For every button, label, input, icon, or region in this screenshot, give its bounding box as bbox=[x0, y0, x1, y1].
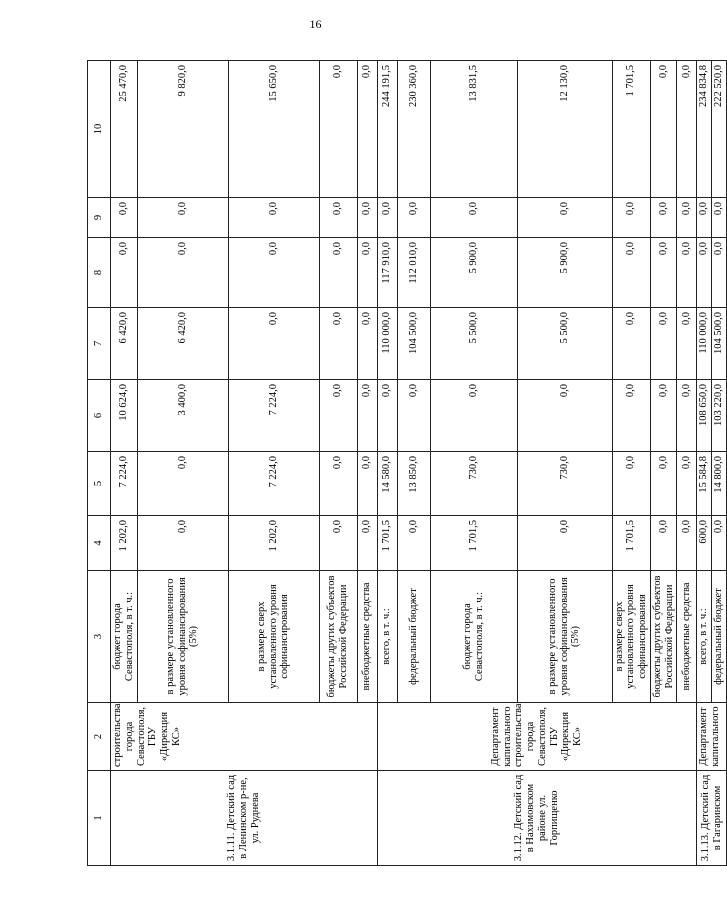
value-cell: 0,0 bbox=[612, 198, 650, 238]
value-cell: 7 224,0 bbox=[228, 452, 319, 516]
value-cell: 15 584,8 bbox=[697, 452, 712, 516]
value-cell: 14 800,0 bbox=[712, 452, 727, 516]
value-cell: 1 701,5 bbox=[377, 516, 397, 571]
value-cell: 0,0 bbox=[137, 452, 228, 516]
header-cell: 4 bbox=[88, 516, 111, 571]
table-row bbox=[697, 61, 712, 866]
value-cell: 3 400,0 bbox=[137, 380, 228, 452]
header-cell: 8 bbox=[88, 238, 111, 308]
header-cell: 5 bbox=[88, 452, 111, 516]
value-cell: 0,0 bbox=[677, 61, 697, 198]
value-cell: 0,0 bbox=[319, 452, 357, 516]
header-row bbox=[88, 61, 111, 866]
value-cell: 0,0 bbox=[612, 308, 650, 380]
value-cell: 104 500,0 bbox=[397, 308, 430, 380]
funding-source-cell: в размере установленного уровня софинансирования (5%) bbox=[137, 571, 228, 703]
page-number: 16 bbox=[309, 17, 322, 31]
executor-cell: Департамент капитального bbox=[697, 703, 727, 771]
funding-source-cell: в размере установленного уровня софинансирования (5%) bbox=[517, 571, 612, 703]
value-cell: 0,0 bbox=[357, 238, 377, 308]
funding-source-cell: в размере сверх установленного уровня софинансирования bbox=[612, 571, 650, 703]
value-cell: 0,0 bbox=[397, 516, 430, 571]
value-cell: 0,0 bbox=[517, 198, 612, 238]
value-cell: 0,0 bbox=[712, 198, 727, 238]
value-cell: 0,0 bbox=[612, 380, 650, 452]
value-cell: 0,0 bbox=[111, 238, 138, 308]
value-cell: 5 500,0 bbox=[517, 308, 612, 380]
value-cell: 7 224,0 bbox=[111, 452, 138, 516]
value-cell: 110 000,0 bbox=[377, 308, 397, 380]
value-cell: 13 831,5 bbox=[430, 61, 517, 198]
header-cell: 1 bbox=[88, 771, 111, 866]
executor-cell: Департамент капитального строительства города Севастополя, ГБУ «Дирекция КС» bbox=[377, 703, 697, 771]
value-cell: 6 420,0 bbox=[137, 308, 228, 380]
value-cell: 0,0 bbox=[319, 516, 357, 571]
value-cell: 12 130,0 bbox=[517, 61, 612, 198]
value-cell: 7 224,0 bbox=[228, 380, 319, 452]
value-cell: 0,0 bbox=[397, 198, 430, 238]
value-cell: 110 000,0 bbox=[697, 308, 712, 380]
value-cell: 0,0 bbox=[430, 198, 517, 238]
value-cell: 0,0 bbox=[137, 516, 228, 571]
value-cell: 0,0 bbox=[357, 61, 377, 198]
value-cell: 0,0 bbox=[357, 380, 377, 452]
value-cell: 9 820,0 bbox=[137, 61, 228, 198]
value-cell: 0,0 bbox=[357, 516, 377, 571]
value-cell: 0,0 bbox=[677, 380, 697, 452]
value-cell: 5 500,0 bbox=[430, 308, 517, 380]
header-cell: 7 bbox=[88, 308, 111, 380]
activity-name-cell: 3.1.11. Детский сад в Ленинском р-не, ул. Руднева bbox=[111, 771, 378, 866]
value-cell: 0,0 bbox=[517, 516, 612, 571]
header-cell: 2 bbox=[88, 703, 111, 771]
value-cell: 0,0 bbox=[650, 308, 677, 380]
value-cell: 103 220,0 bbox=[712, 380, 727, 452]
value-cell: 0,0 bbox=[137, 198, 228, 238]
value-cell: 0,0 bbox=[228, 308, 319, 380]
value-cell: 1 701,5 bbox=[612, 516, 650, 571]
value-cell: 117 910,0 bbox=[377, 238, 397, 308]
header-cell: 9 bbox=[88, 198, 111, 238]
table-row bbox=[377, 61, 397, 866]
value-cell: 1 701,5 bbox=[612, 61, 650, 198]
value-cell: 0,0 bbox=[612, 452, 650, 516]
value-cell: 0,0 bbox=[650, 452, 677, 516]
value-cell: 600,0 bbox=[697, 516, 712, 571]
value-cell: 730,0 bbox=[517, 452, 612, 516]
value-cell: 104 500,0 bbox=[712, 308, 727, 380]
value-cell: 25 470,0 bbox=[111, 61, 138, 198]
value-cell: 0,0 bbox=[697, 198, 712, 238]
funding-source-cell: в размере сверх установленного уровня софинансирования bbox=[228, 571, 319, 703]
value-cell: 112 010,0 bbox=[397, 238, 430, 308]
value-cell: 10 624,0 bbox=[111, 380, 138, 452]
value-cell: 0,0 bbox=[650, 61, 677, 198]
funding-source-cell: всего, в т. ч.: bbox=[377, 571, 397, 703]
rotated-table-container bbox=[87, 61, 724, 866]
header-cell: 10 bbox=[88, 61, 111, 198]
funding-source-cell: внебюджетные средства bbox=[357, 571, 377, 703]
value-cell: 0,0 bbox=[357, 198, 377, 238]
financing-table bbox=[87, 60, 727, 866]
value-cell: 0,0 bbox=[319, 308, 357, 380]
funding-source-cell: бюджет города Севастополя, в т. ч.: bbox=[111, 571, 138, 703]
value-cell: 0,0 bbox=[228, 238, 319, 308]
table-row bbox=[111, 61, 138, 866]
executor-cell: строительства города Севастополя, ГБУ «Дирекция КС» bbox=[111, 703, 378, 771]
value-cell: 0,0 bbox=[517, 380, 612, 452]
funding-source-cell: бюджеты других субъектов Российской Федерации bbox=[319, 571, 357, 703]
value-cell: 0,0 bbox=[650, 516, 677, 571]
value-cell: 1 202,0 bbox=[228, 516, 319, 571]
value-cell: 13 850,0 bbox=[397, 452, 430, 516]
value-cell: 0,0 bbox=[677, 308, 697, 380]
value-cell: 6 420,0 bbox=[111, 308, 138, 380]
value-cell: 0,0 bbox=[111, 198, 138, 238]
funding-source-cell: бюджет города Севастополя, в т. ч.: bbox=[430, 571, 517, 703]
value-cell: 0,0 bbox=[650, 198, 677, 238]
value-cell: 0,0 bbox=[319, 198, 357, 238]
value-cell: 0,0 bbox=[319, 380, 357, 452]
value-cell: 0,0 bbox=[430, 380, 517, 452]
value-cell: 0,0 bbox=[319, 238, 357, 308]
funding-source-cell: федеральный бюджет bbox=[397, 571, 430, 703]
funding-source-cell: бюджеты других субъектов Российской Федерации bbox=[650, 571, 677, 703]
value-cell: 0,0 bbox=[697, 238, 712, 308]
value-cell: 108 650,0 bbox=[697, 380, 712, 452]
value-cell: 0,0 bbox=[677, 452, 697, 516]
value-cell: 0,0 bbox=[137, 238, 228, 308]
funding-source-cell: внебюджетные средства bbox=[677, 571, 697, 703]
value-cell: 0,0 bbox=[377, 198, 397, 238]
value-cell: 0,0 bbox=[650, 380, 677, 452]
value-cell: 0,0 bbox=[612, 238, 650, 308]
value-cell: 5 900,0 bbox=[430, 238, 517, 308]
header-cell: 3 bbox=[88, 571, 111, 703]
value-cell: 230 360,0 bbox=[397, 61, 430, 198]
value-cell: 244 191,5 bbox=[377, 61, 397, 198]
activity-name-cell: 3.1.12. Детский сад в Нахимовском районе ул. Горпищенко bbox=[377, 771, 697, 866]
rotated-table-frame bbox=[87, 61, 724, 866]
activity-name-cell: 3.1.13. Детский сад в Гагаринском bbox=[697, 771, 727, 866]
value-cell: 1 202,0 bbox=[111, 516, 138, 571]
value-cell: 0,0 bbox=[397, 380, 430, 452]
value-cell: 0,0 bbox=[677, 516, 697, 571]
value-cell: 0,0 bbox=[677, 238, 697, 308]
value-cell: 0,0 bbox=[377, 380, 397, 452]
value-cell: 1 701,5 bbox=[430, 516, 517, 571]
value-cell: 0,0 bbox=[712, 238, 727, 308]
value-cell: 0,0 bbox=[677, 198, 697, 238]
value-cell: 0,0 bbox=[357, 452, 377, 516]
value-cell: 0,0 bbox=[650, 238, 677, 308]
value-cell: 234 834,8 bbox=[697, 61, 712, 198]
value-cell: 14 580,0 bbox=[377, 452, 397, 516]
funding-source-cell: федеральный бюджет bbox=[712, 571, 727, 703]
value-cell: 5 900,0 bbox=[517, 238, 612, 308]
header-cell: 6 bbox=[88, 380, 111, 452]
value-cell: 0,0 bbox=[712, 516, 727, 571]
value-cell: 0,0 bbox=[319, 61, 357, 198]
value-cell: 0,0 bbox=[357, 308, 377, 380]
value-cell: 0,0 bbox=[228, 198, 319, 238]
funding-source-cell: всего, в т. ч.: bbox=[697, 571, 712, 703]
value-cell: 15 650,0 bbox=[228, 61, 319, 198]
value-cell: 730,0 bbox=[430, 452, 517, 516]
value-cell: 222 520,0 bbox=[712, 61, 727, 198]
